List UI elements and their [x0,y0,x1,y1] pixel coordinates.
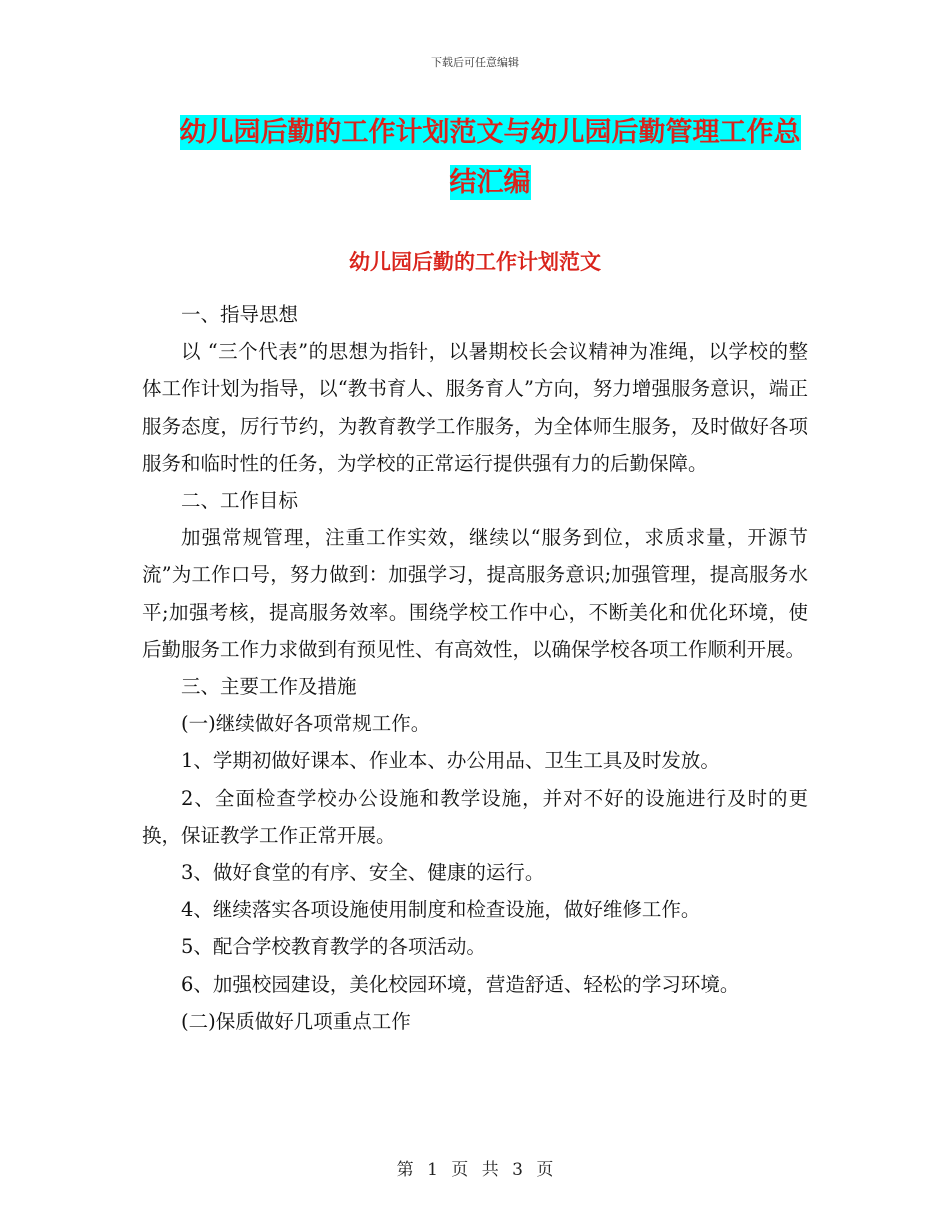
heading-main-work: 三、主要工作及措施 [181,675,357,699]
title-line-1-text: 幼儿园后勤的工作计划范文与幼儿园后勤管理工作总 [179,117,801,148]
heading-work-goals: 二、工作目标 [181,489,299,513]
list-item-1: 1、学期初做好课本、作业本、办公用品、卫生工具及时发放。 [181,749,720,773]
paragraph-guiding-ideology: 以 “三个代表”的思想为指针，以暑期校长会议精神为准绳，以学校的整体工作计划为指导，以“教书育人、服务育人”方向，努力增强服务意识，端正服务态度，厉行节约，为教育教学工作服务，为全体师生服务，及时做好各项服务和临时性的任务，为学校的正常运行提供强有力的后勤保障。 [142,340,808,475]
subheading-key-work: (二)保质做好几项重点工作 [181,1009,411,1033]
document-title [140,108,840,208]
title-line-2-text: 结汇编 [449,167,531,198]
list-item-5: 5、配合学校教育教学的各项活动。 [181,935,486,959]
title-line-1 [140,108,840,158]
list-item-2: 2、全面检查学校办公设施和教学设施，并对不好的设施进行及时的更换，保证教学工作正常开展。 [142,786,808,847]
section-heading: 幼儿园后勤的工作计划范文 [349,250,601,274]
title-line-2 [140,158,840,208]
list-item-3: 3、做好食堂的有序、安全、健康的运行。 [181,861,545,885]
page-header-note: 下载后可任意编辑 [431,56,519,69]
list-item-4: 4、继续落实各项设施使用制度和检查设施，做好维修工作。 [181,898,701,922]
heading-guiding-ideology: 一、指导思想 [181,303,299,326]
subheading-routine-work: (一)继续做好各项常规工作。 [181,712,431,736]
document-body [142,296,808,1040]
list-item-6: 6、加强校园建设，美化校园环境，营造舒适、轻松的学习环境。 [181,972,740,996]
paragraph-work-goals: 加强常规管理，注重工作实效，继续以“服务到位，求质求量，开源节流”为工作口号，努力做到：加强学习，提高服务意识;加强管理，提高服务水平;加强考核，提高服务效率。围绕学校工作中心，不断美化和优化环境，使后勤服务工作力求做到有预见性、有高效性，以确保学校各项工作顺利开展。 [142,526,808,661]
page-footer: 第 1 页 共 3 页 [396,1160,554,1180]
